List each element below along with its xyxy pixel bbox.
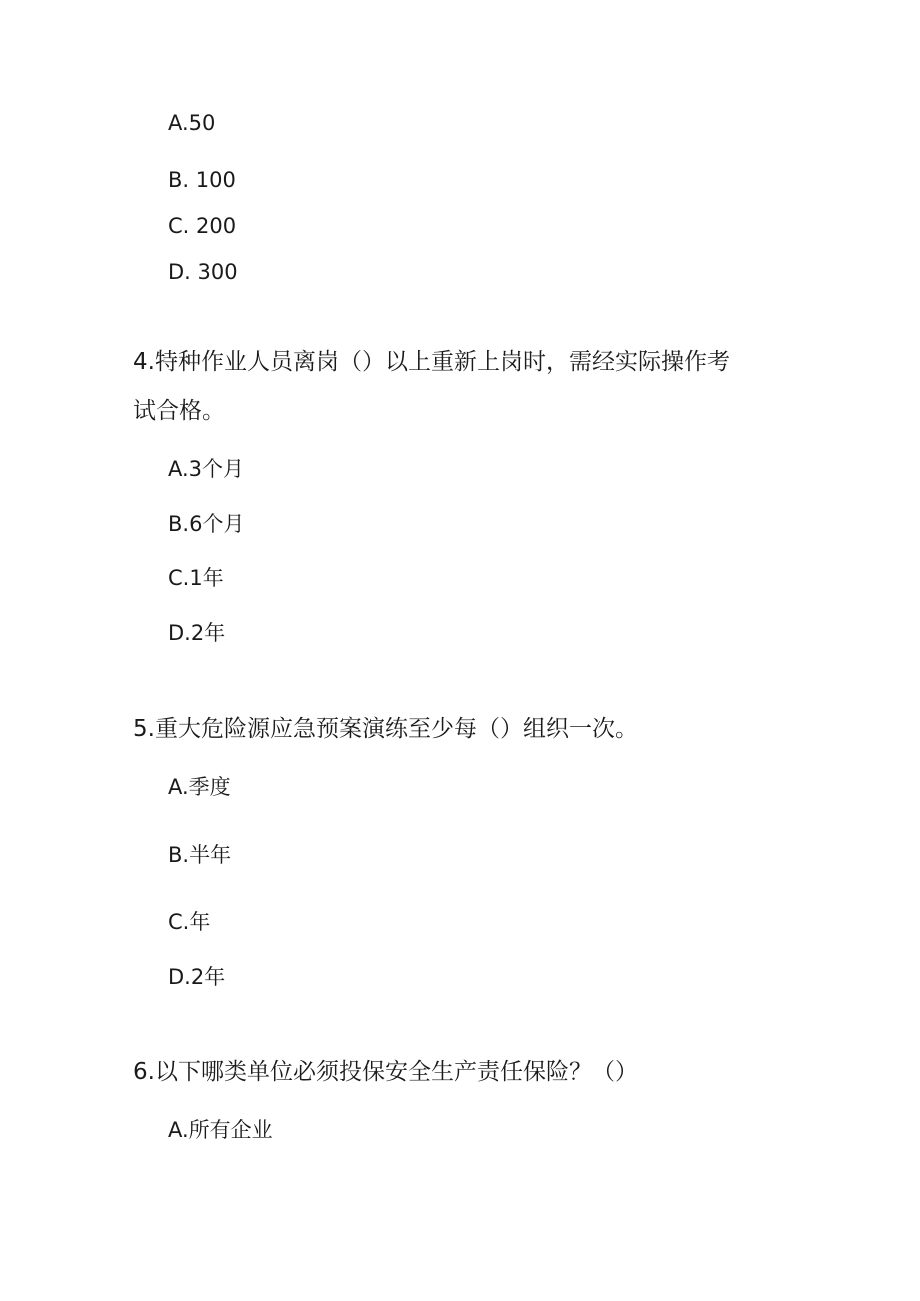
q4-option-a: A.3个月 bbox=[168, 457, 245, 481]
q4-option-b: B.6个月 bbox=[168, 512, 245, 536]
q4-stem-line-2: 试合格。 bbox=[133, 398, 225, 424]
q5-option-a: A.季度 bbox=[168, 775, 231, 799]
q3-option-a: A.50 bbox=[168, 111, 216, 135]
q3-option-b: B. 100 bbox=[168, 168, 236, 192]
q4-option-d: D.2年 bbox=[168, 621, 226, 645]
q4-stem-line-1: 4.特种作业人员离岗（）以上重新上岗时，需经实际操作考 bbox=[133, 349, 730, 375]
q5-option-c: C.年 bbox=[168, 910, 211, 934]
q3-option-d: D. 300 bbox=[168, 260, 238, 284]
q6-option-a: A.所有企业 bbox=[168, 1118, 273, 1142]
q5-stem: 5.重大危险源应急预案演练至少每（）组织一次。 bbox=[133, 716, 638, 742]
q5-option-d: D.2年 bbox=[168, 965, 226, 989]
q5-option-b: B.半年 bbox=[168, 843, 232, 867]
q4-option-c: C.1年 bbox=[168, 566, 224, 590]
q6-stem: 6.以下哪类单位必须投保安全生产责任保险？（） bbox=[133, 1059, 638, 1085]
q3-option-c: C. 200 bbox=[168, 214, 237, 238]
